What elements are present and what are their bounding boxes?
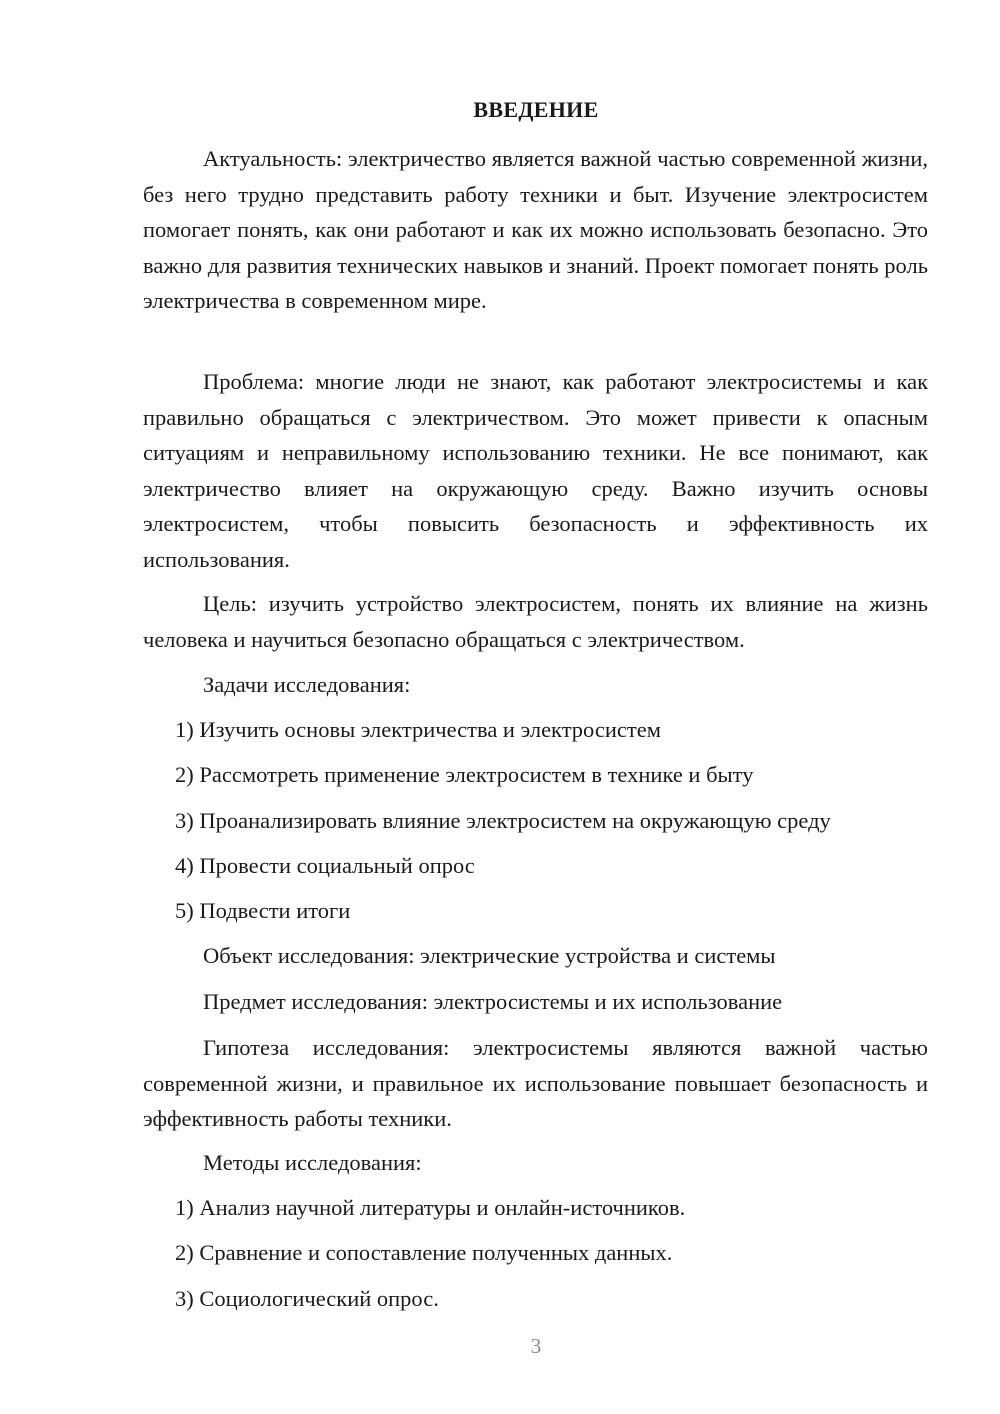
- relevance-paragraph: Актуальность: электричество является важной частью современной жизни, без него трудно представить работу техники и быт. Изучение электросистем помогает понять, как они работают и как их можно использовать безопасно. Это важно для развития технических навыков и знаний. Проект помогает понять роль электричества в современном мире.: [143, 146, 928, 313]
- task-item: 5) Подвести итоги: [175, 898, 351, 923]
- method-item: 1) Анализ научной литературы и онлайн-источников.: [175, 1195, 686, 1220]
- tasks-title: Задачи исследования:: [203, 672, 411, 697]
- method-item: 2) Сравнение и сопоставление полученных данных.: [175, 1240, 673, 1265]
- task-item: 2) Рассмотреть применение электросистем в технике и быту: [175, 762, 754, 787]
- research-subject: Предмет исследования: электросистемы и их использование: [203, 989, 783, 1014]
- heading-text: ВВЕДЕНИЕ: [473, 97, 599, 122]
- research-object: Объект исследования: электрические устройства и системы: [203, 943, 776, 968]
- goal-paragraph: Цель: изучить устройство электросистем, понять их влияние на жизнь человека и научиться безопасно обращаться с электричеством.: [143, 591, 928, 652]
- task-item: 4) Провести социальный опрос: [175, 853, 475, 878]
- hypothesis-paragraph: Гипотеза исследования: электросистемы являются важной частью современной жизни, и правильное их использование повышает безопасность и эффективность работы техники.: [143, 1035, 928, 1131]
- page-heading: [0, 95, 1000, 125]
- task-item: 3) Проанализировать влияние электросистем на окружающую среду: [175, 808, 831, 833]
- methods-title: Методы исследования:: [203, 1150, 422, 1175]
- page-number: 3: [530, 1334, 542, 1358]
- problem-paragraph: Проблема: многие люди не знают, как работают электросистемы и как правильно обращаться с электричеством. Это может привести к опасным ситуациям и неправильному использованию техники. Не все понимают, как электричество влияет на окружающую среду. Важно изучить основы электросистем, чтобы повысить безопасность и эффективность их использования.: [143, 369, 928, 572]
- method-item: 3) Социологический опрос.: [175, 1286, 439, 1311]
- task-item: 1) Изучить основы электричества и электросистем: [175, 717, 661, 742]
